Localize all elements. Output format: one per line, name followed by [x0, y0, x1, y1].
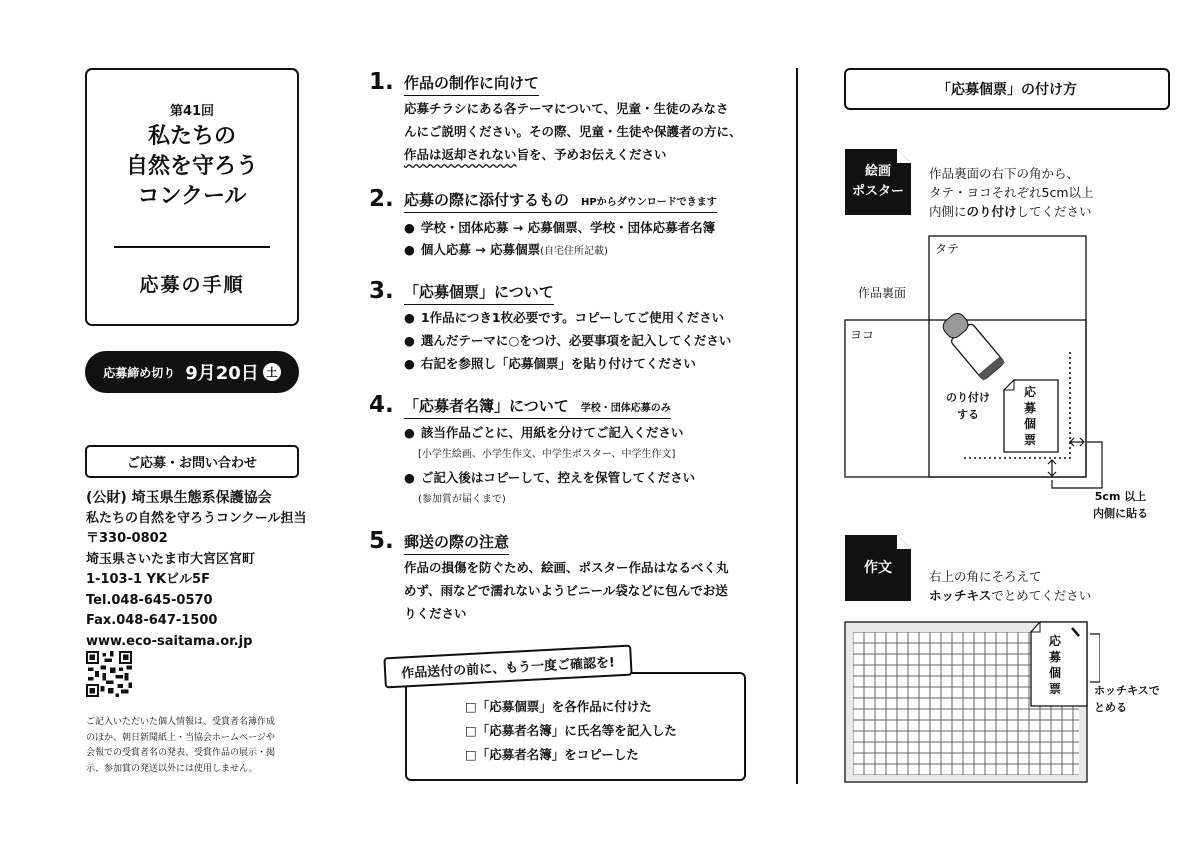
painting-back-diagram	[844, 232, 1164, 522]
step-5-number: 5.	[369, 528, 394, 554]
privacy-line: 示、参加賞の発送以外には使用しません。	[86, 763, 258, 774]
step-5-title: 郵送の際の注意	[404, 531, 509, 555]
step-4-keep-note: (参加賞が届くまで)	[418, 494, 506, 505]
contact-org: (公財) 埼玉県生態系保護協会	[86, 490, 272, 506]
procedure-title: 応募の手順	[139, 274, 245, 296]
group-only-note: 学校・団体応募のみ	[580, 403, 671, 414]
step-1-line: んにご説明ください。その際、児童・生徒や保護者の方に、	[404, 124, 742, 139]
qr-code-icon[interactable]	[86, 651, 132, 697]
privacy-line: 会報での受賞者名の発表、受賞作品の展示・掲	[86, 748, 276, 758]
yoko-label: ヨコ	[850, 328, 875, 342]
corner-fold-icon	[897, 535, 911, 549]
step-4-bullet: ● 該当作品ごとに、用紙を分けてご記入ください	[404, 425, 684, 440]
measure-note: 5cm 以上 内側に貼る	[1093, 490, 1148, 520]
step-2-bullet: ● 個人応募 → 応募個票(自宅住所記載)	[404, 242, 608, 257]
essay-tag: 作文	[845, 535, 911, 601]
checklist-heading: 作品送付の前に、もう一度ご確認を!	[383, 645, 632, 689]
checklist-box	[405, 672, 746, 781]
step-2-bullet-text: 個人応募 → 応募個票	[420, 242, 541, 257]
step-1-title: 作品の制作に向けて	[404, 72, 539, 96]
painting-instructions	[929, 164, 1094, 221]
contest-title	[87, 122, 297, 212]
step-1-line: 応募チラシにある各テーマについて、児童・生徒のみなさ	[404, 101, 729, 116]
step-3-bullet: ● 1作品につき1枚必要です。コピーしてご使用ください	[404, 310, 725, 325]
checklist-item: □「応募個票」を各作品に付けた	[465, 699, 652, 714]
checklist-item: □「応募者名簿」に氏名等を記入した	[465, 723, 677, 738]
step-3-bullet-text: 1作品につき1枚必要です。コピーしてご使用ください	[420, 310, 725, 325]
no-return-emphasis: 作品は返却されない	[404, 147, 517, 162]
back-side-label: 作品裏面	[858, 286, 907, 300]
contact-url[interactable]: www.eco-saitama.or.jp	[86, 633, 253, 649]
corner-fold-icon	[897, 149, 911, 163]
painting-tag-line: 絵画	[864, 164, 891, 179]
download-note: HPからダウンロードできます	[581, 197, 717, 208]
step-3-bullet: ● 選んだテーマに○をつけ、必要事項を記入してください	[404, 333, 732, 348]
step-3-bullet-text: 選んだテーマに○をつけ、必要事項を記入してください	[420, 333, 732, 348]
step-2-number: 2.	[369, 186, 394, 212]
contact-tel: Tel.048-645-0570	[86, 592, 213, 608]
step-2-bullet-note: (自宅住所記載)	[540, 246, 608, 257]
contest-title-line: 私たちの	[147, 124, 236, 149]
step-5-text	[404, 556, 729, 625]
tate-label: タテ	[935, 242, 960, 256]
poster-tag-line: ポスター	[851, 184, 904, 199]
contest-title-box	[85, 68, 299, 326]
step-1-number: 1.	[369, 69, 394, 95]
edition-label: 第41回	[169, 104, 215, 119]
entry-slip-label: 応 募 個 票	[1049, 634, 1062, 696]
column-divider	[796, 68, 798, 784]
contact-dept: 私たちの自然を守ろうコンクール担当	[86, 510, 307, 526]
essay-paper-diagram	[844, 620, 1100, 786]
step-1-text	[404, 97, 742, 166]
step-3-title: 「応募個票」について	[404, 281, 554, 305]
painting-instruction-line: 内側にのり付けしてください	[929, 204, 1092, 219]
step-3-bullet-text: 右記を参照し「応募個票」を貼り付けてください	[420, 356, 696, 371]
step-5-line: めず、雨などで濡れないようビニール袋などに包んでお送	[404, 583, 728, 598]
step-2-title	[404, 189, 717, 213]
essay-instruction-line: 右上の角にそろえて	[929, 569, 1042, 584]
contact-heading: ご応募・お問い合わせ	[85, 445, 299, 478]
step-4-categories: [小学生絵画、小学生作文、中学生ポスター、中学生作文]	[418, 449, 676, 460]
title-divider	[114, 246, 270, 248]
privacy-note	[86, 715, 298, 777]
step-5-line: 作品の損傷を防ぐため、絵画、ポスター作品はなるべく丸	[404, 560, 729, 575]
glue-here-label: のり付け する	[946, 391, 990, 421]
step-4-bullet: ● ご記入後はコピーして、控えを保管してください	[404, 470, 696, 485]
step-1-line	[404, 143, 742, 166]
step-4-title	[404, 395, 671, 419]
checklist-item: □「応募者名簿」をコピーした	[465, 747, 639, 762]
deadline-day-badge: 土	[263, 363, 281, 381]
painting-instruction-line: タテ・ヨコそれぞれ5cm以上	[929, 185, 1094, 200]
step-4-bullet-text: 該当作品ごとに、用紙を分けてご記入ください	[420, 425, 684, 440]
contest-title-line: 自然を守ろう	[125, 154, 258, 179]
step-3-number: 3.	[369, 278, 394, 304]
how-to-heading: 「応募個票」の付け方	[844, 68, 1170, 110]
deadline-badge	[85, 351, 299, 393]
essay-instruction-line: ホッチキスでとめてください	[929, 588, 1092, 603]
contact-address-line1: 埼玉県さいたま市大宮区宮町	[86, 551, 256, 567]
essay-instructions	[929, 567, 1091, 605]
deadline-label: 応募締め切り	[103, 365, 176, 380]
step-5-line: りください	[404, 606, 467, 621]
contact-fax: Fax.048-647-1500	[86, 613, 218, 628]
step-2-bullet-text: 学校・団体応募 → 応募個票、学校・団体応募者名簿	[420, 220, 716, 235]
glue-emphasis: のり付け	[966, 204, 1017, 219]
entry-slip-label: 応 募 個 票	[1024, 385, 1037, 447]
contact-address-line2: 1-103-1 YKビル5F	[86, 572, 210, 587]
step-2-bullet: ● 学校・団体応募 → 応募個票、学校・団体応募者名簿	[404, 220, 716, 235]
contest-title-line: コンクール	[137, 184, 247, 209]
contact-postal: 〒330-0802	[86, 531, 168, 546]
staple-note: ホッチキスで とめる	[1094, 684, 1160, 714]
deadline-date: 9月20日	[185, 363, 259, 384]
staple-emphasis: ホッチキス	[929, 588, 992, 603]
step-1-line-end: 旨を、予めお伝えください	[516, 147, 667, 162]
privacy-line: ご記入いただいた個人情報は、受賞者名簿作成	[86, 717, 276, 727]
step-4-title-text: 「応募者名簿」について	[404, 397, 569, 415]
contact-info	[86, 488, 306, 652]
step-2-title-text: 応募の際に添付するもの	[404, 191, 570, 209]
step-4-bullet-text: ご記入後はコピーして、控えを保管してください	[420, 470, 696, 485]
privacy-line: のほか、朝日新聞紙上・当協会ホームページや	[86, 732, 275, 743]
step-4-number: 4.	[369, 392, 394, 418]
step-3-bullet: ● 右記を参照し「応募個票」を貼り付けてください	[404, 356, 696, 371]
painting-instruction-line: 作品裏面の右下の角から、	[929, 166, 1080, 181]
